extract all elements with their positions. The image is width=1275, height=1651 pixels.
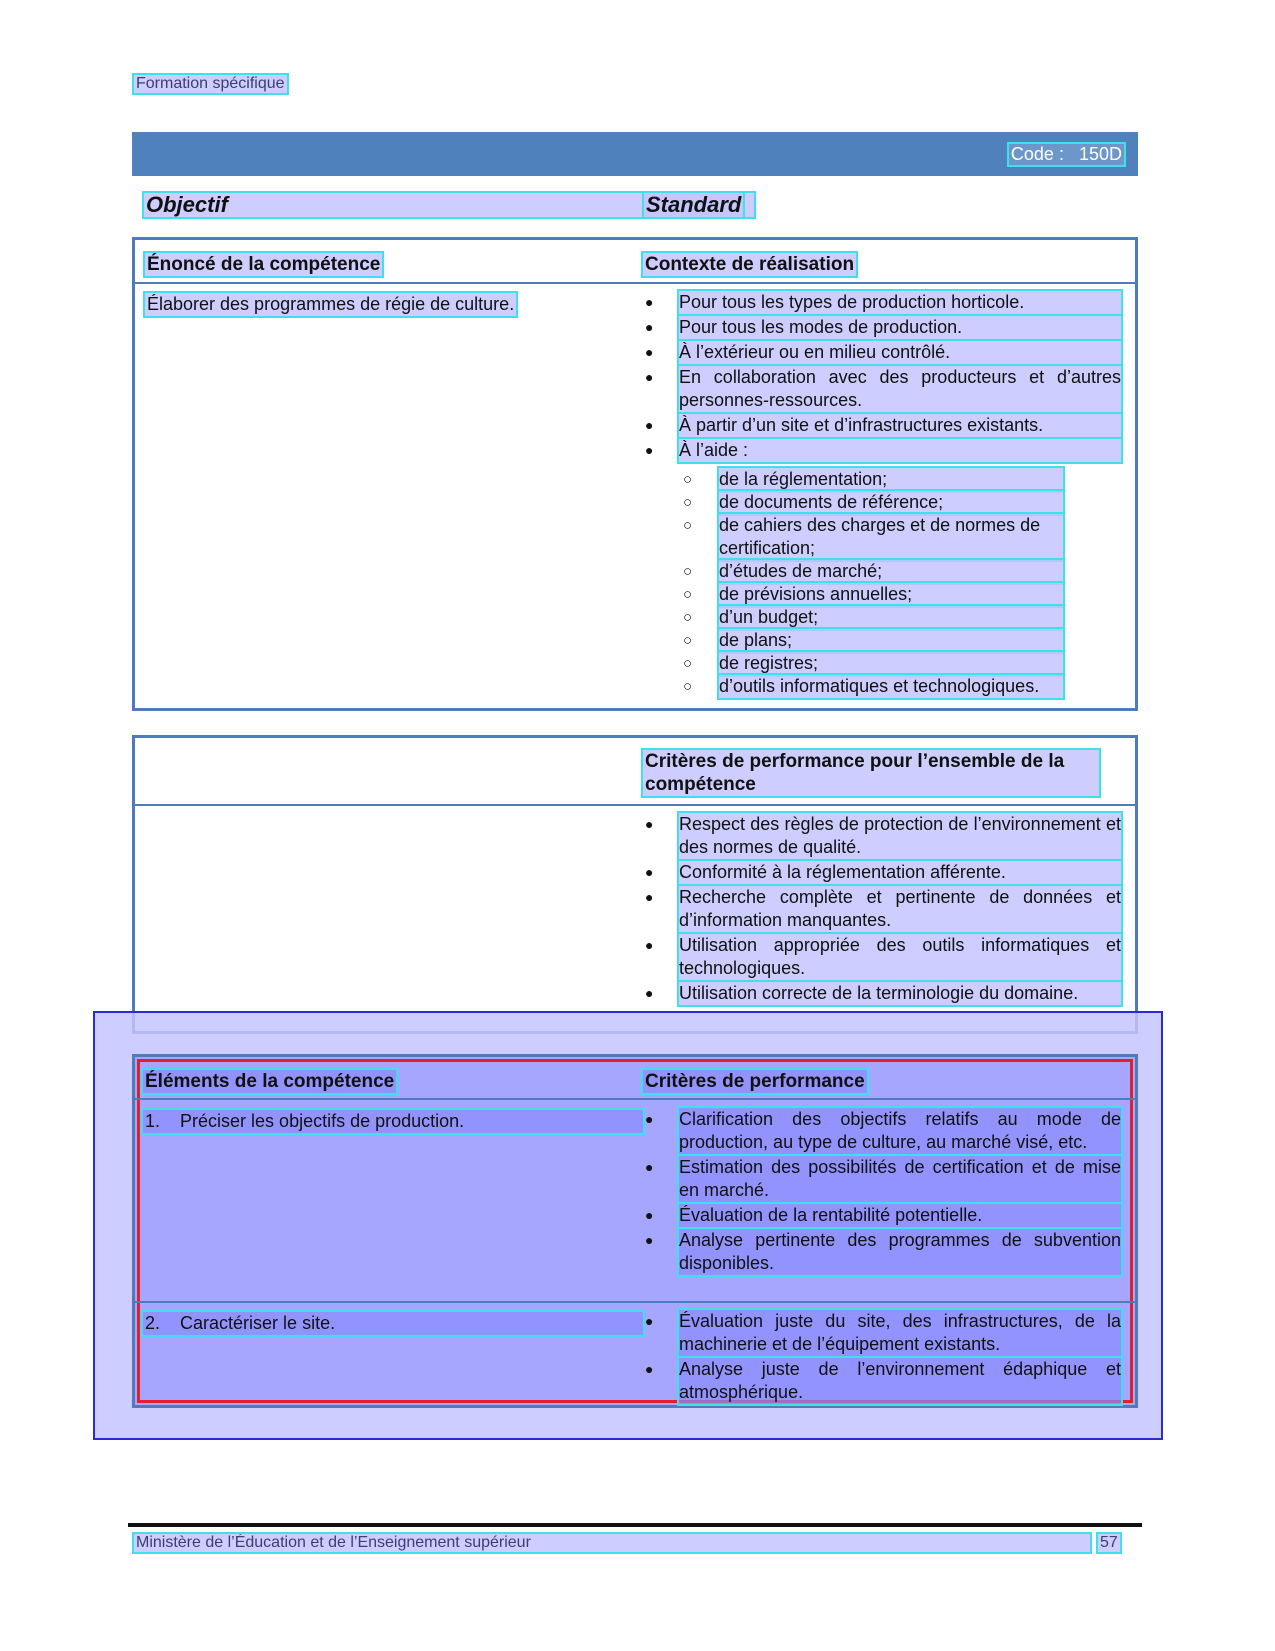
code-value: 150D — [1078, 144, 1122, 164]
list-item: ○ de cahiers des charges et de normes de certification; — [683, 514, 1063, 560]
list-item: ● En collaboration avec des producteurs et d’autres personnes-ressources. — [645, 367, 1121, 410]
code-bar — [132, 132, 1138, 176]
element-1-criteria — [645, 1108, 1121, 1277]
overall-criteria-list — [645, 813, 1121, 1007]
list-item: ● Conformité à la réglementation afférente. — [645, 861, 1121, 884]
list-item: ○ d’études de marché; — [683, 560, 1063, 583]
page-number: 57 — [1100, 1534, 1118, 1551]
elements-box — [132, 1054, 1138, 1408]
footer-rule — [128, 1523, 1142, 1527]
element-label: Caractériser le site. — [180, 1313, 336, 1333]
element-number: 1. — [145, 1111, 161, 1131]
list-item: ○ d’un budget; — [683, 606, 1063, 629]
list-item: ● Pour tous les modes de production. — [645, 316, 1121, 339]
elements-heading: Éléments de la compétence — [145, 1071, 395, 1092]
list-item: ● À l’extérieur ou en milieu contrôlé. — [645, 341, 1121, 364]
resources-sublist — [683, 468, 1063, 698]
enonce-heading: Énoncé de la compétence — [147, 254, 381, 275]
running-header: Formation spécifique — [136, 75, 285, 92]
context-list — [645, 291, 1121, 464]
list-item: ● Pour tous les types de production horticole. — [645, 291, 1121, 314]
contexte-heading: Contexte de réalisation — [645, 254, 855, 275]
code-label-text: Code : — [1010, 144, 1064, 164]
criteres-heading: Critères de performance — [645, 1071, 865, 1092]
row-separator — [135, 1301, 1135, 1303]
competence-statement: Élaborer des programmes de régie de culture. — [147, 294, 515, 314]
standard-title: Standard — [646, 192, 742, 217]
element-2-criteria — [645, 1310, 1121, 1406]
box2-divider — [135, 804, 1135, 806]
box1-divider — [135, 282, 1135, 284]
box3-divider — [135, 1098, 1135, 1100]
list-item: ● Clarification des objectifs relatifs au mode de production, au type de culture, au marché visé, etc. — [645, 1109, 1121, 1152]
performance-overall-box — [132, 735, 1138, 1034]
objectif-title: Objectif — [144, 193, 754, 217]
code-label — [1009, 144, 1124, 165]
element-1 — [143, 1110, 643, 1133]
list-item: ● Utilisation correcte de la terminologie du domaine. — [645, 982, 1121, 1005]
list-item: ● Évaluation juste du site, des infrastructures, de la machinerie et de l’équipement existants. — [645, 1311, 1121, 1354]
list-item: ● Analyse pertinente des programmes de subvention disponibles. — [645, 1230, 1121, 1273]
list-item: ○ de registres; — [683, 652, 1063, 675]
list-item: ● Recherche complète et pertinente de données et d’information manquantes. — [645, 887, 1121, 930]
footer-ministry: Ministère de l’Éducation et de l’Enseignement supérieur — [134, 1534, 1090, 1552]
list-item: ● Respect des règles de protection de l’environnement et des normes de qualité. — [645, 814, 1121, 857]
criteres-ensemble-heading: Critères de performance pour l’ensemble de la compétence — [643, 750, 1099, 796]
element-number: 2. — [145, 1313, 161, 1333]
list-item: ○ de la réglementation; — [683, 468, 1063, 491]
element-2 — [143, 1312, 643, 1335]
list-item: ● Évaluation de la rentabilité potentielle. — [645, 1204, 1121, 1227]
element-label: Préciser les objectifs de production. — [180, 1111, 465, 1131]
list-item: ● Utilisation appropriée des outils informatiques et technologiques. — [645, 935, 1121, 978]
list-item: ○ de prévisions annuelles; — [683, 583, 1063, 606]
list-item: ○ d’outils informatiques et technologiques. — [683, 675, 1063, 698]
list-item: ● À l’aide : — [645, 439, 1121, 462]
list-item: ○ de plans; — [683, 629, 1063, 652]
competence-box — [132, 237, 1138, 711]
list-item: ● Analyse juste de l’environnement édaphique et atmosphérique. — [645, 1359, 1121, 1402]
list-item: ○ de documents de référence; — [683, 491, 1063, 514]
list-item: ● À partir d’un site et d’infrastructures existants. — [645, 414, 1121, 437]
list-item: ● Estimation des possibilités de certification et de mise en marché. — [645, 1157, 1121, 1200]
